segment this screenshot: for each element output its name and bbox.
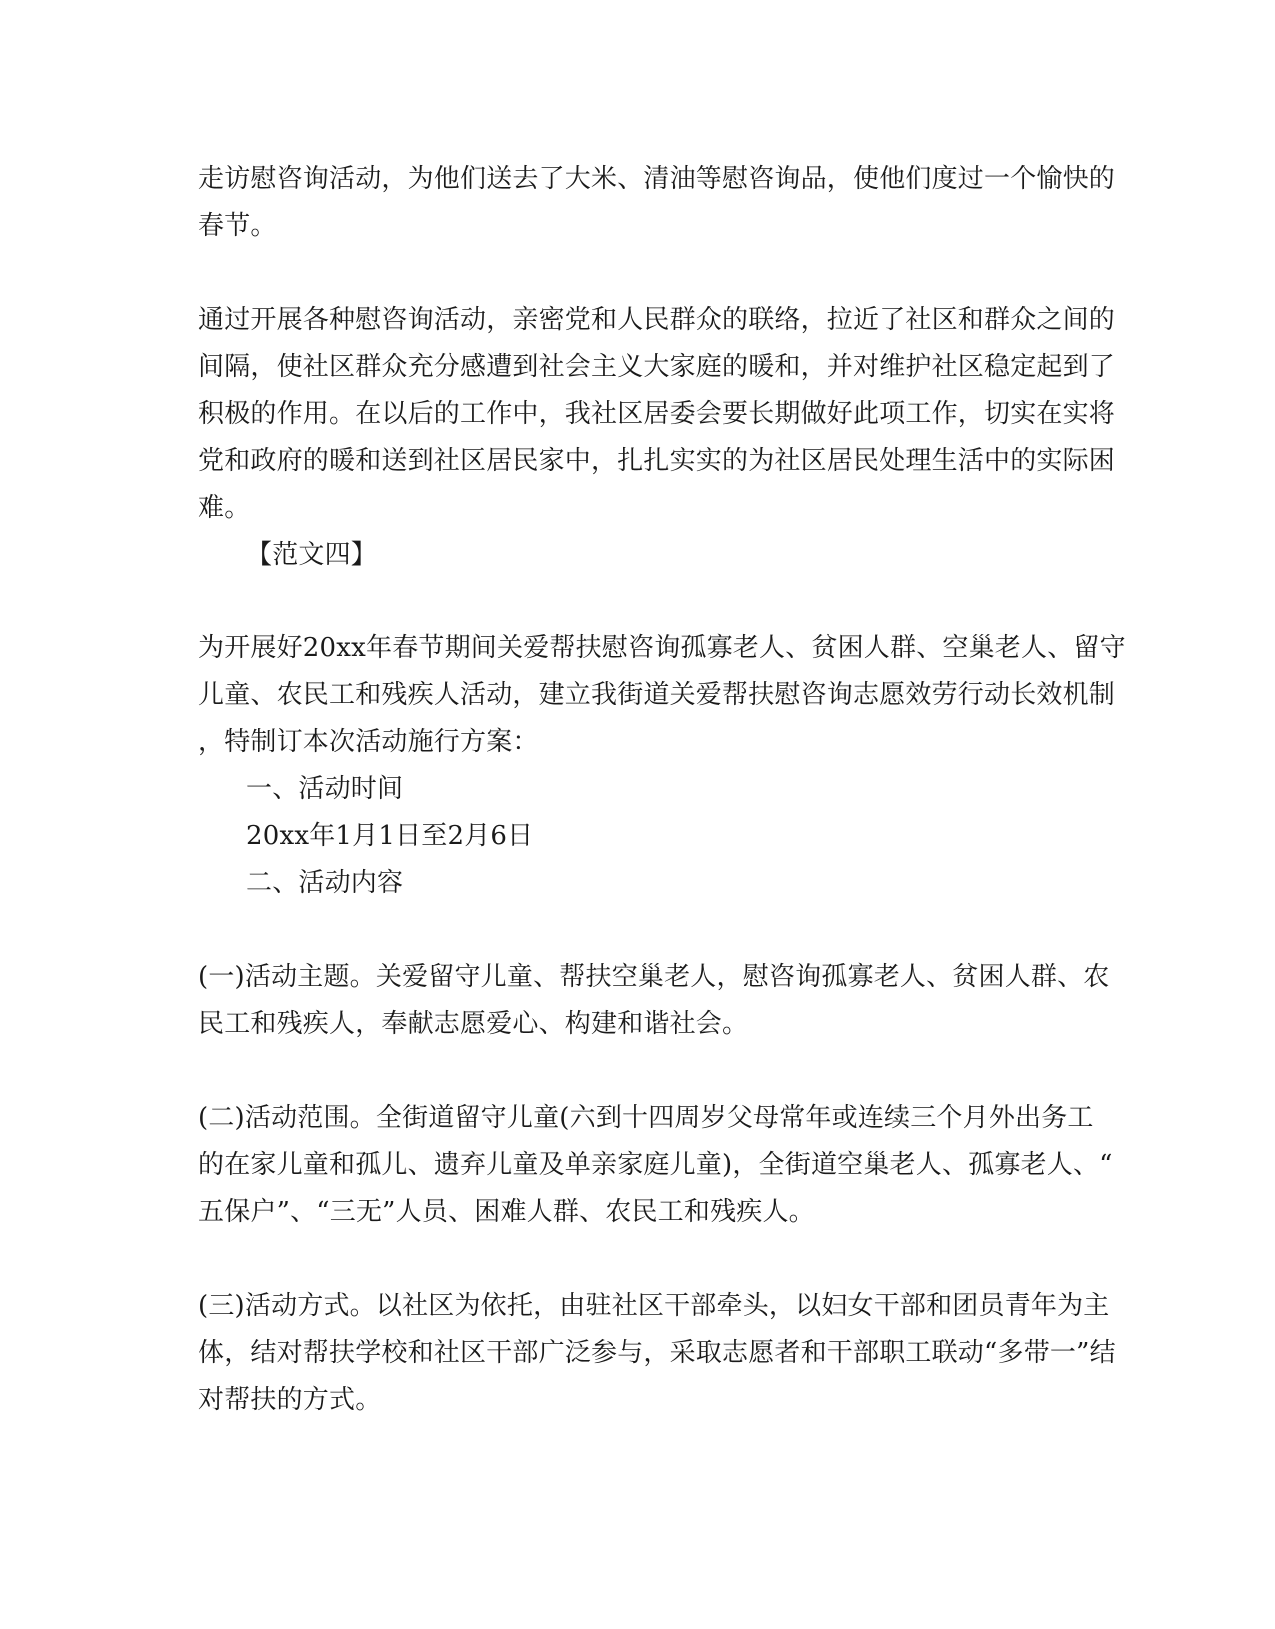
paragraph-line: 儿童、农民工和残疾人活动，建立我街道关爱帮扶慰咨询志愿效劳行动长效机制 <box>198 680 1116 710</box>
paragraph-line: (二)活动范围。全街道留守儿童(六到十四周岁父母常年或连续三个月外出务工 <box>198 1103 1094 1133</box>
activity-date-range: 20xx年1月1日至2月6日 <box>246 821 534 851</box>
paragraph-line: (三)活动方式。以社区为依托，由驻社区干部牵头，以妇女干部和团员青年为主 <box>198 1291 1110 1321</box>
paragraph-line: 民工和残疾人，奉献志愿爱心、构建和谐社会。 <box>198 1009 749 1039</box>
paragraph-line: 五保户”、“三无”人员、困难人群、农民工和残疾人。 <box>198 1197 815 1227</box>
paragraph-line: 走访慰咨询活动，为他们送去了大米、清油等慰咨询品，使他们度过一个愉快的 <box>198 164 1116 194</box>
paragraph-line: 为开展好20xx年春节期间关爱帮扶慰咨询孤寡老人、贫困人群、空巢老人、留守 <box>198 633 1126 663</box>
subheading-activity-time: 一、活动时间 <box>246 774 404 804</box>
paragraph-line: ，特制订本次活动施行方案： <box>198 727 539 757</box>
section-heading: 【范文四】 <box>246 540 378 570</box>
subheading-activity-content: 二、活动内容 <box>246 868 404 898</box>
paragraph-line: 通过开展各种慰咨询活动，亲密党和人民群众的联络，拉近了社区和群众之间的 <box>198 305 1116 335</box>
paragraph-line: (一)活动主题。关爱留守儿童、帮扶空巢老人，慰咨询孤寡老人、贫困人群、农 <box>198 962 1110 992</box>
paragraph-line: 的在家儿童和孤儿、遗弃儿童及单亲家庭儿童)，全街道空巢老人、孤寡老人、“ <box>198 1150 1113 1180</box>
paragraph-line: 对帮扶的方式。 <box>198 1385 382 1415</box>
paragraph-line: 党和政府的暖和送到社区居民家中，扎扎实实的为社区居民处理生活中的实际困 <box>198 446 1116 476</box>
paragraph-line: 间隔，使社区群众充分感遭到社会主义大家庭的暖和，并对维护社区稳定起到了 <box>198 352 1116 382</box>
paragraph-line: 春节。 <box>198 211 277 241</box>
paragraph-line: 积极的作用。在以后的工作中，我社区居委会要长期做好此项工作，切实在实将 <box>198 399 1116 429</box>
paragraph-line: 难。 <box>198 493 251 523</box>
paragraph-line: 体，结对帮扶学校和社区干部广泛参与，采取志愿者和干部职工联动“多带一”结 <box>198 1338 1116 1368</box>
